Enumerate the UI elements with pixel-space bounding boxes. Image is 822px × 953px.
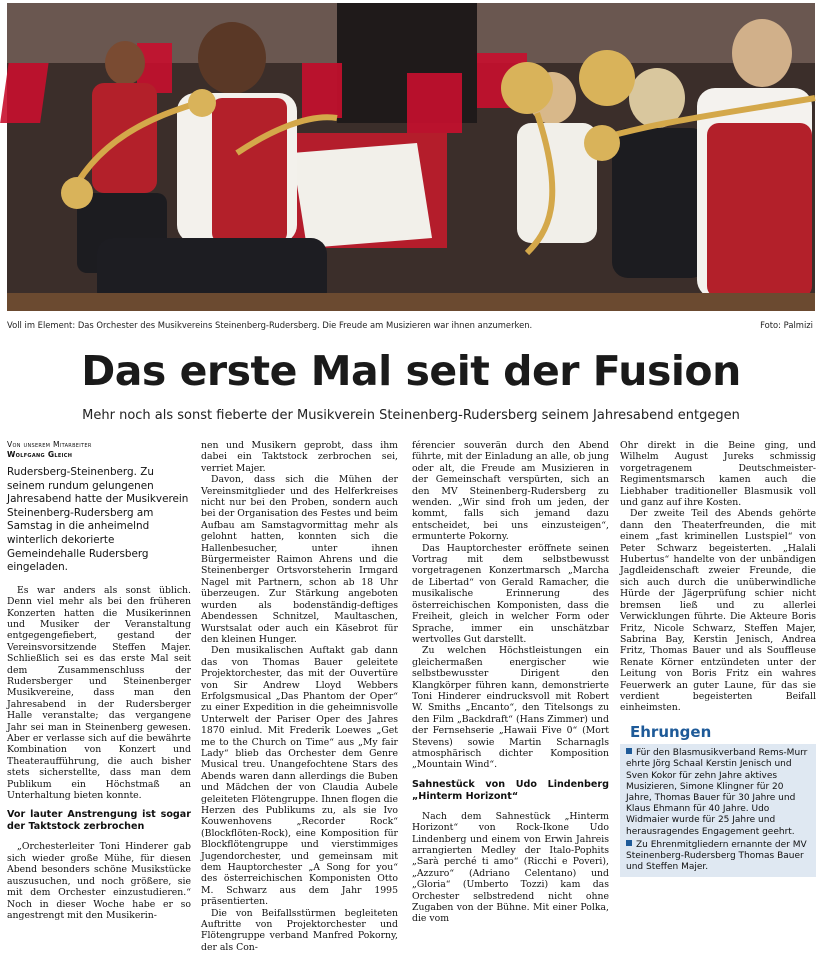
byline-role: Von unserem Mitarbeiter	[7, 440, 92, 449]
body-paragraph: Den musikalischen Auftakt gab dann das von Thomas Bauer geleitete Projektorchester, das mit der Ouvertüre von Sir Andrew Lloyd Webbers Erfolgsmusical „Das Phantom der Oper“ zu einer Expedition in die geheimnisvolle Unterwelt der Pariser Oper des Jahres 1870 einlud. Mit Frederik Loewes „Get me to the Church on Time“ aus „My fair Lady“ blieb das Orchester dem Genre Musical treu. Unangefochtene Stars des Abends waren dann allerdings die Buben und Mädchen der von Claudia Aubele geleiteten Flötengruppe. Ihnen flogen die Herzen des Publikums zu, als sie Ivo Kouwenhovens „Recorder Rock“ (Blockflöten-Rock), eine Komposition für Blockflötengruppe und vierstimmiges Jugendorchester, und gemeinsam mit dem Hauptorchester „A Song for you“ des österreichischen Komponisten Otto M. Schwarz aus dem Jahr 1995 präsentierten.	[201, 645, 398, 908]
body-paragraph: Nach dem Sahnestück „Hinterm Horizont“ von Rock-Ikone Udo Lindenberg und einem von Erwin Jahreis arrangierten Medley der Italo-Pophits „Sarà perché ti amo“ (Ricchi e Poveri), „Azzuro“ (Adriano Celentano) und „Gloria“ (Umberto Tozzi) kam das Orchester selbstredend nicht ohne Zugaben von der Bühne. Mit einer Polka, die vom	[412, 810, 609, 925]
orchestra-photo	[7, 3, 815, 311]
orchestra-photo-illustration	[7, 3, 815, 311]
honors-item-text: Für den Blasmusikverband Rems-Murr ehrte Jörg Schaal Kerstin Jenisch und Sven Kokor für zehn Jahre aktives Musizieren, Simone Klingner für 20 Jahre, Thomas Bauer für 30 Jahre und Klaus Ehmann für 40 Jahre. Udo Widmaier wurde für 25 Jahre und herausragendes Engagement geehrt.	[626, 748, 808, 837]
body-paragraph: Ohr direkt in die Beine ging, und Wilhelm August Jureks schmissig vorgetragenem Deutschmeister-Regimentsmarsch kamen auch die Liebhaber traditioneller Blasmusik voll und ganz auf ihre Kosten.	[620, 440, 816, 509]
square-bullet-icon	[626, 840, 632, 846]
honors-item	[626, 840, 810, 874]
column-3	[412, 440, 609, 925]
byline	[7, 440, 191, 460]
photo-credit: Foto: Palmizi	[760, 320, 813, 330]
section-subhead: Sahnestück von Udo Lindenberg „Hinterm Horizont“	[412, 778, 609, 802]
body-paragraph: Das Hauptorchester eröffnete seinen Vortrag mit dem selbstbewusst vorgetragenen Konzertmarsch „Marcha de Libertad“ von Gerald Ramacher, die musikalische Erinnerung des österreichischen Komponisten, dass die Freiheit, gleich in welcher Form oder Sprache, immer ein unschätzbar wertvolles Gut darstellt.	[412, 542, 609, 645]
lead-paragraph: Rudersberg-Steinenberg. Zu seinem rundum gelungenen Jahresabend hatte der Musikverein Steinenberg-Rudersberg am Samstag in die anheimelnd winterlich dekorierte Gemeindehalle Rudersberg eingeladen.	[7, 466, 189, 574]
headline: Das erste Mal seit der Fusion	[81, 347, 741, 395]
body-paragraph: Zu welchen Höchstleistungen ein gleichermaßen energischer wie selbstbewusster Dirigent den Klangkörper führen kann, demonstrierte Toni Hinderer eindrucksvoll mit Robert W. Smiths „Encanto“, den Titelsongs zu den Film „Backdraft“ (Hans Zimmer) und der Fernsehserie „Hawaii Five 0“ (Mort Stevens) sowie Martin Scharnagls atmosphärisch dichter Komposition „Mountain Wind“.	[412, 645, 609, 771]
column-2	[201, 440, 398, 953]
body-paragraph: „Orchesterleiter Toni Hinderer gab sich wieder große Mühe, für diesen Abend besonders schöne Musikstücke auszusuchen, und noch größere, sie mit dem Orchester einzustudieren.“ Noch in dieser Woche habe er so angestrengt mit den Musikerin-	[7, 841, 191, 921]
square-bullet-icon	[626, 748, 632, 754]
section-subhead: Vor lauter Anstrengung ist sogar der Taktstock zerbrochen	[7, 809, 191, 833]
body-paragraph: férencier souverän durch den Abend führte, mit der Einladung an alle, ob jung oder alt, die Freude am Musizieren in der Gemeinschaft verspürten, sich an den MV Steinenberg-Rudersberg zu wenden. „Wir sind froh um jeden, der kommt, falls sich jemand dazu entscheidet, bei uns einzusteigen“, ermunterte Pokorny.	[412, 440, 609, 543]
photo-caption	[7, 320, 815, 330]
body-paragraph: Davon, dass sich die Mühen der Vereinsmitglieder und des Helferkreises nicht nur bei den Proben, sondern auch bei der Organisation des Festes und beim Aufbau am Samstagvormittag mehr als gelohnt hatten, konnten sich die Hallenbesucher, unter ihnen Bürgermeister Raimon Ahrens und die Steinenberger Ortsvorsteherin Irmgard Nagel mit Partnern, schon ab 18 Uhr überzeugen. Zur Stärkung angeboten wurden als bodenständig-deftiges Abendessen Schnitzel, Maultaschen, Wurstsalat oder auch ein Käsebrot für den kleinen Hunger.	[201, 474, 398, 645]
honors-box-title: Ehrungen	[630, 722, 712, 741]
honors-item	[626, 748, 810, 838]
body-paragraph: nen und Musikern geprobt, dass ihm dabei ein Taktstock zerbrochen sei, verriet Majer.	[201, 440, 398, 474]
column-4	[620, 440, 816, 873]
subheadline: Mehr noch als sonst fieberte der Musikverein Steinenberg-Rudersberg seinem Jahresabend entgegen	[82, 408, 740, 423]
body-paragraph: Die von Beifallsstürmen begleiteten Auftritte von Projektorchester und Flötengruppe verband Manfred Pokorny, der als Con-	[201, 907, 398, 953]
byline-author: Wolfgang Gleich	[7, 450, 73, 459]
honors-item-text: Zu Ehrenmitgliedern ernannte der MV Steinenberg-Rudersberg Thomas Bauer und Steffen Majer.	[626, 839, 807, 873]
caption-text: Voll im Element: Das Orchester des Musikvereins Steinenberg-Rudersberg. Die Freude am Musizieren war ihnen anzumerken.	[7, 320, 533, 330]
body-paragraph: Es war anders als sonst üblich. Denn viel mehr als bei den früheren Konzerten hatten die Musikerinnen und Musiker der Veranstaltung entgegengefiebert, gestand der Vereinsvorsitzende Steffen Majer. Schließlich sei es das erste Mal seit dem Zusammenschluss der Rudersberger und Steinenberger Musikvereine, dass man den Jahresabend in der Rudersberger Halle veranstalte; das vergangene Jahr sei man in Steinenberg gewesen. Aber er verlasse sich auf die bewährte Kombination von Konzert und Theateraufführung, die auch bisher stets sicherstellte, dass man dem Publikum ein Höchstmaß an Unterhaltung bieten konnte.	[7, 584, 191, 802]
body-paragraph: Der zweite Teil des Abends gehörte dann den Theaterfreunden, die mit einem „fast kriminellen Lustspiel“ von Peter Schwarz begeisterten. „Halali Hubertus“ handelte von der unbändigen Jagdleidenschaft zweier Freunde, die sich auch durch die unüberwindliche Hürde der Jägerprüfung schier nicht bremsen ließ und zu allerlei Verwicklungen führte. Die Akteure Boris Fritz, Nicole Schwarz, Steffen Majer, Sabrina Bay, Kerstin Jenisch, Andrea Fritz, Thomas Bauer und als Souffleuse Renate Körner entzündeten unter der Leitung von Boris Fritz ein wahres Feuerwerk an guter Laune, für das sie verdient begeisterten Beifall einheimsten.	[620, 508, 816, 714]
honors-box	[620, 744, 816, 877]
column-1	[7, 440, 191, 921]
